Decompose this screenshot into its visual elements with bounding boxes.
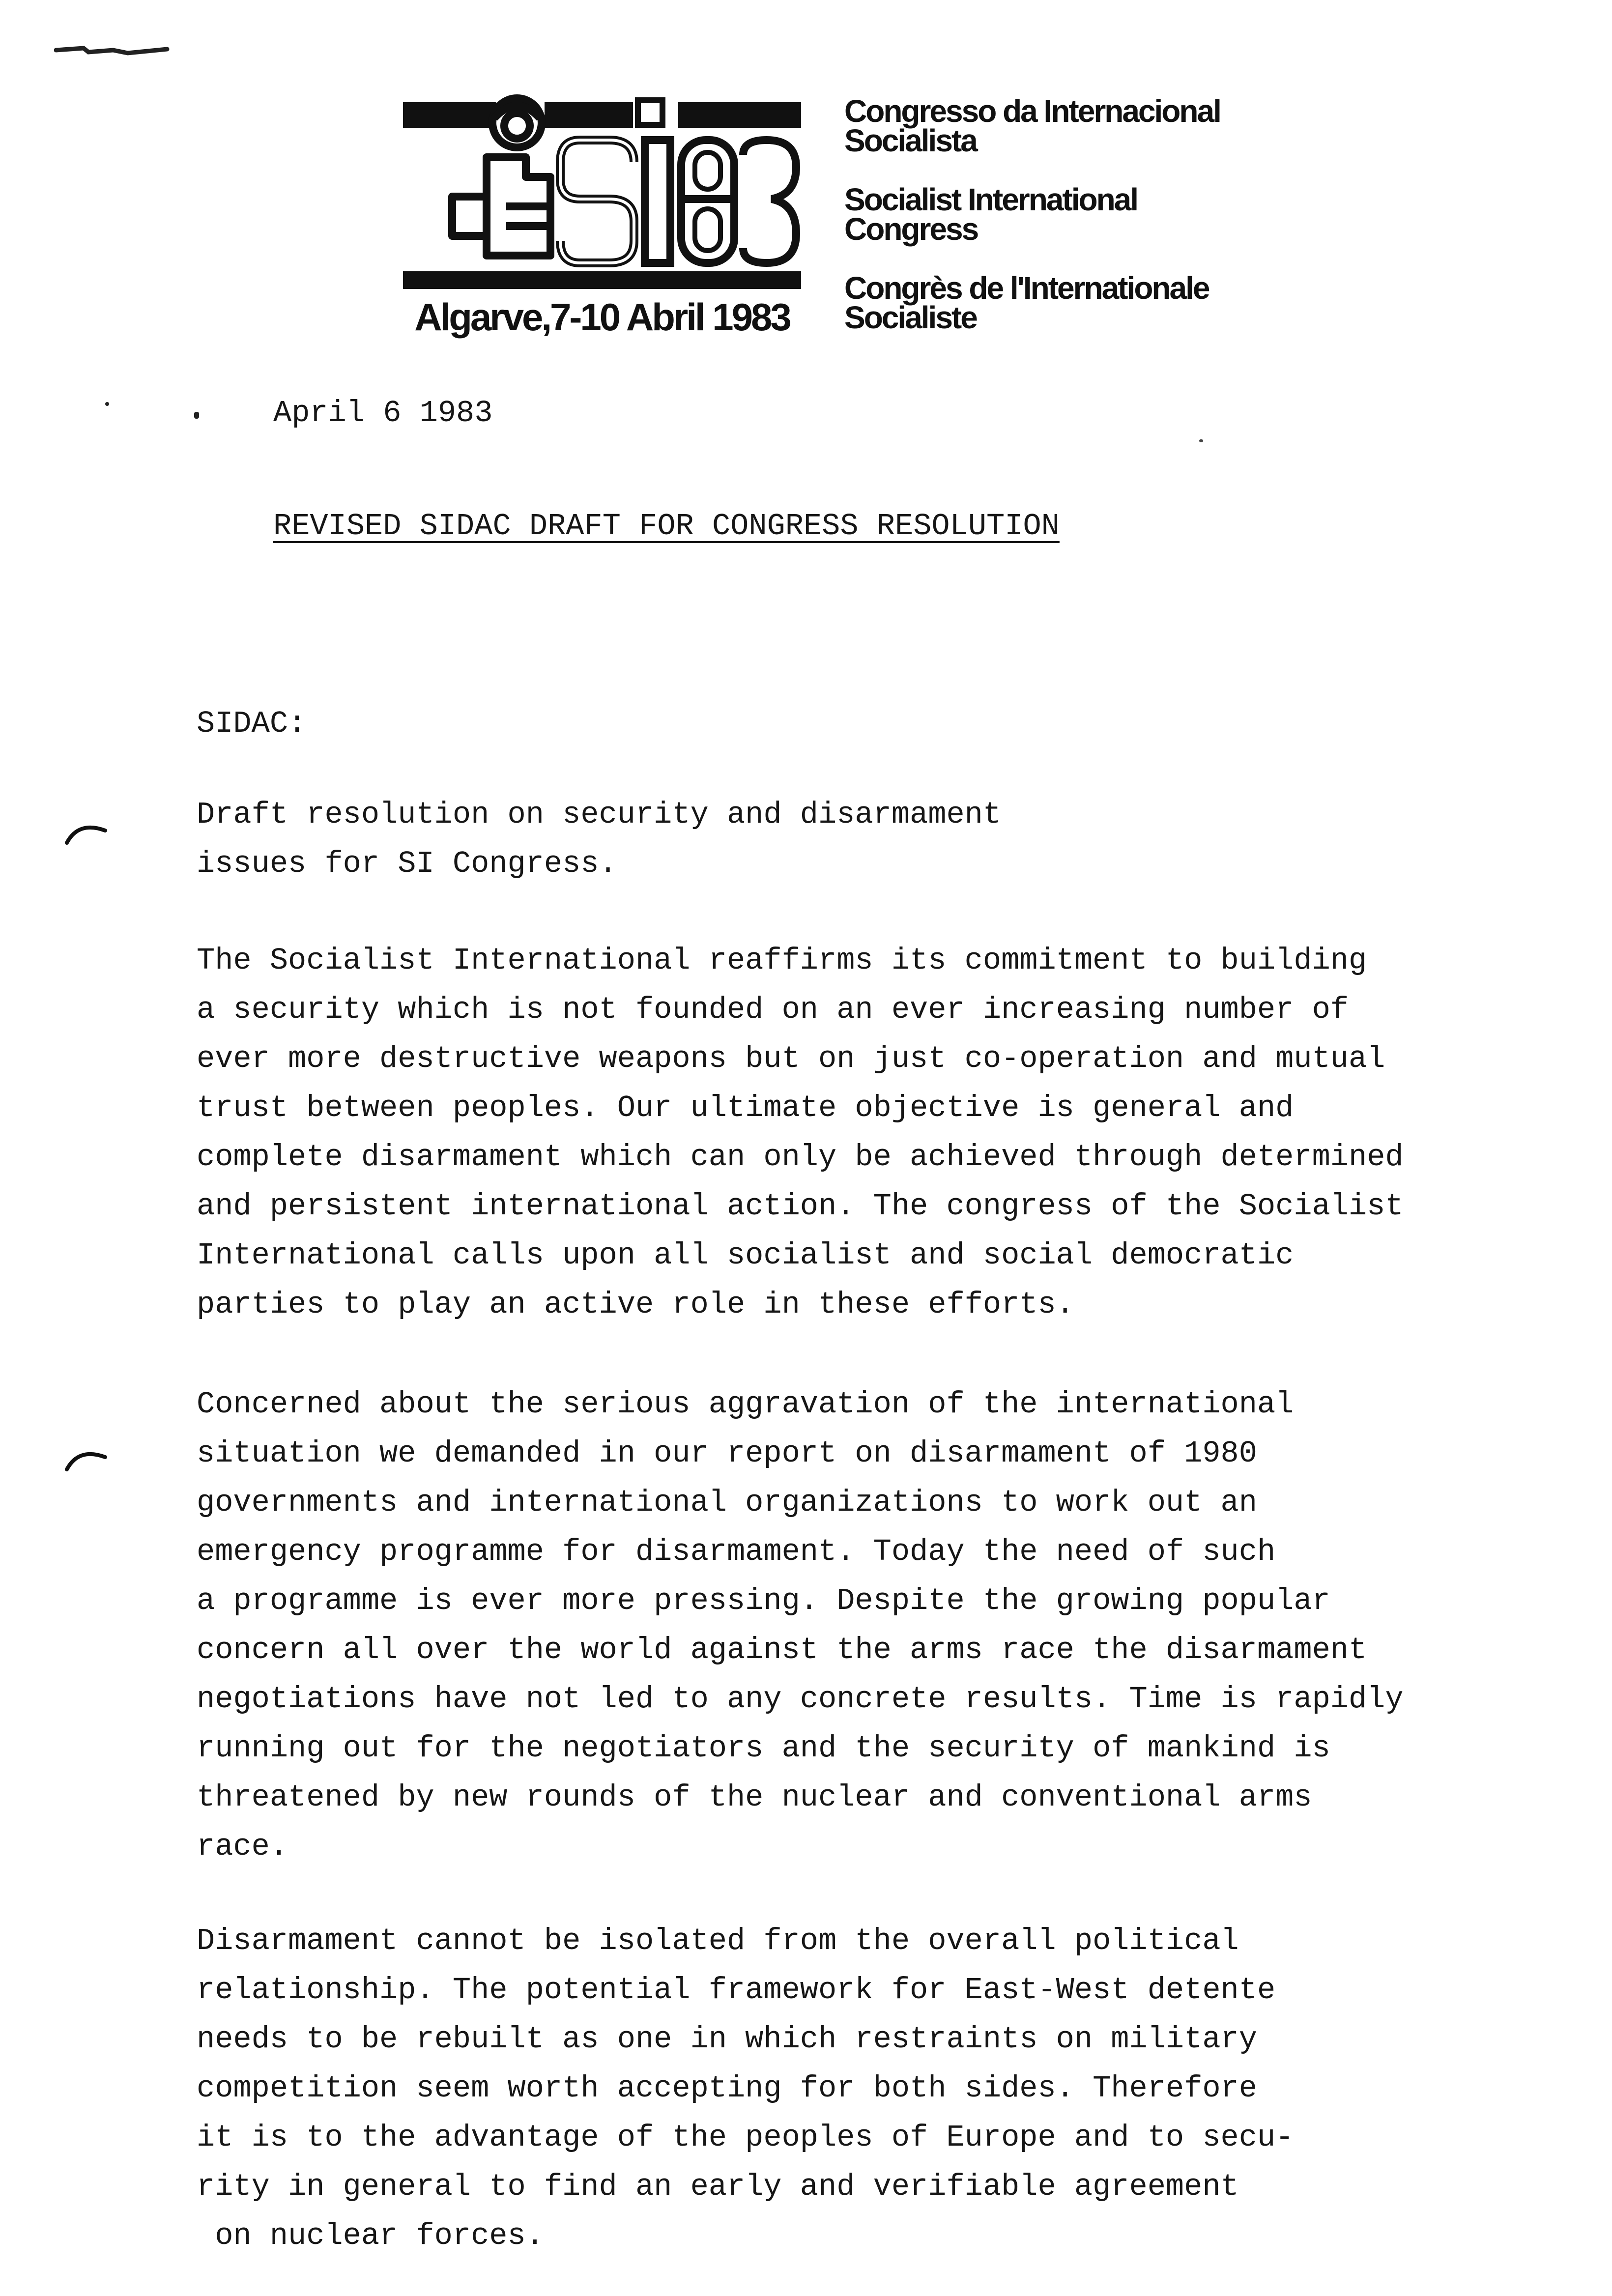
congress-name-line: Socialista [844, 123, 977, 158]
scan-dot [1199, 439, 1203, 442]
text-line: ever more destructive weapons but on just co-operation and mutual [197, 1041, 1385, 1076]
si83-logo-icon [403, 93, 801, 300]
text-line: Draft resolution on security and disarmament [197, 797, 1002, 832]
text-line: complete disarmament which can only be achieved through determined [197, 1140, 1404, 1175]
text-line: a programme is ever more pressing. Despite the growing popular [197, 1583, 1330, 1618]
text-line: parties to play an active role in these efforts. [197, 1287, 1074, 1322]
scan-dot [194, 412, 199, 419]
text-line: Concerned about the serious aggravation of the international [197, 1387, 1294, 1422]
text-line: issues for SI Congress. [197, 846, 617, 881]
text-line: running out for the negotiators and the security of mankind is [197, 1731, 1330, 1766]
congress-name-french [844, 270, 1287, 335]
text-line: needs to be rebuilt as one in which restraints on military [197, 2022, 1257, 2057]
text-line: a security which is not founded on an ever increasing number of [197, 992, 1349, 1027]
draft-intro [197, 790, 1533, 889]
letterhead-logo [403, 93, 801, 349]
text-line: concern all over the world against the arms race the disarmament [197, 1633, 1367, 1667]
hole-punch-mark-lower [64, 1442, 108, 1472]
scan-dot [105, 402, 109, 406]
text-line: it is to the advantage of the peoples of Europe and to secu- [197, 2120, 1294, 2155]
text-line: governments and international organizations to work out an [197, 1485, 1257, 1520]
text-line: negotiations have not led to any concrete results. Time is rapidly [197, 1682, 1404, 1717]
text-line: situation we demanded in our report on disarmament of 1980 [197, 1436, 1257, 1471]
text-line: The Socialist International reaffirms its commitment to building [197, 943, 1367, 978]
paragraph-commitment [197, 936, 1533, 1329]
congress-name-line: Socialist International [844, 182, 1138, 217]
congress-dates: Algarve,7-10 Abril 1983 [414, 295, 790, 339]
text-line: trust between peoples. Our ultimate objective is general and [197, 1091, 1294, 1125]
text-line: race. [197, 1829, 288, 1864]
document-title: REVISED SIDAC DRAFT FOR CONGRESS RESOLUTION [273, 509, 1060, 544]
text-line: threatened by new rounds of the nuclear and conventional arms [197, 1780, 1312, 1815]
text-line: competition seem worth accepting for both sides. Therefore [197, 2071, 1257, 2106]
paragraph-concern [197, 1380, 1533, 1871]
text-line: emergency programme for disarmament. Today the need of such [197, 1534, 1276, 1569]
congress-name-line: Socialiste [844, 300, 977, 335]
congress-names [844, 93, 1287, 335]
paragraph-disarmament [197, 1917, 1533, 2261]
text-line: relationship. The potential framework for East-West detente [197, 1973, 1276, 2008]
scan-smudge-top-left [54, 44, 172, 59]
document-date: April 6 1983 [273, 396, 493, 430]
congress-name-line: Congrès de l'Internationale [844, 270, 1209, 306]
hole-punch-mark-upper [64, 816, 108, 845]
text-line: and persistent international action. The congress of the Socialist [197, 1189, 1404, 1224]
section-heading: SIDAC: [197, 706, 307, 741]
congress-name-portuguese [844, 93, 1287, 158]
congress-name-line: Congress [844, 211, 978, 247]
congress-name-english [844, 182, 1287, 247]
text-line: on nuclear forces. [197, 2218, 544, 2253]
congress-name-line: Congresso da Internacional [844, 93, 1220, 129]
text-line: Disarmament cannot be isolated from the overall political [197, 1923, 1239, 1958]
text-line: rity in general to find an early and verifiable agreement [197, 2169, 1239, 2204]
text-line: International calls upon all socialist and social democratic [197, 1238, 1294, 1273]
